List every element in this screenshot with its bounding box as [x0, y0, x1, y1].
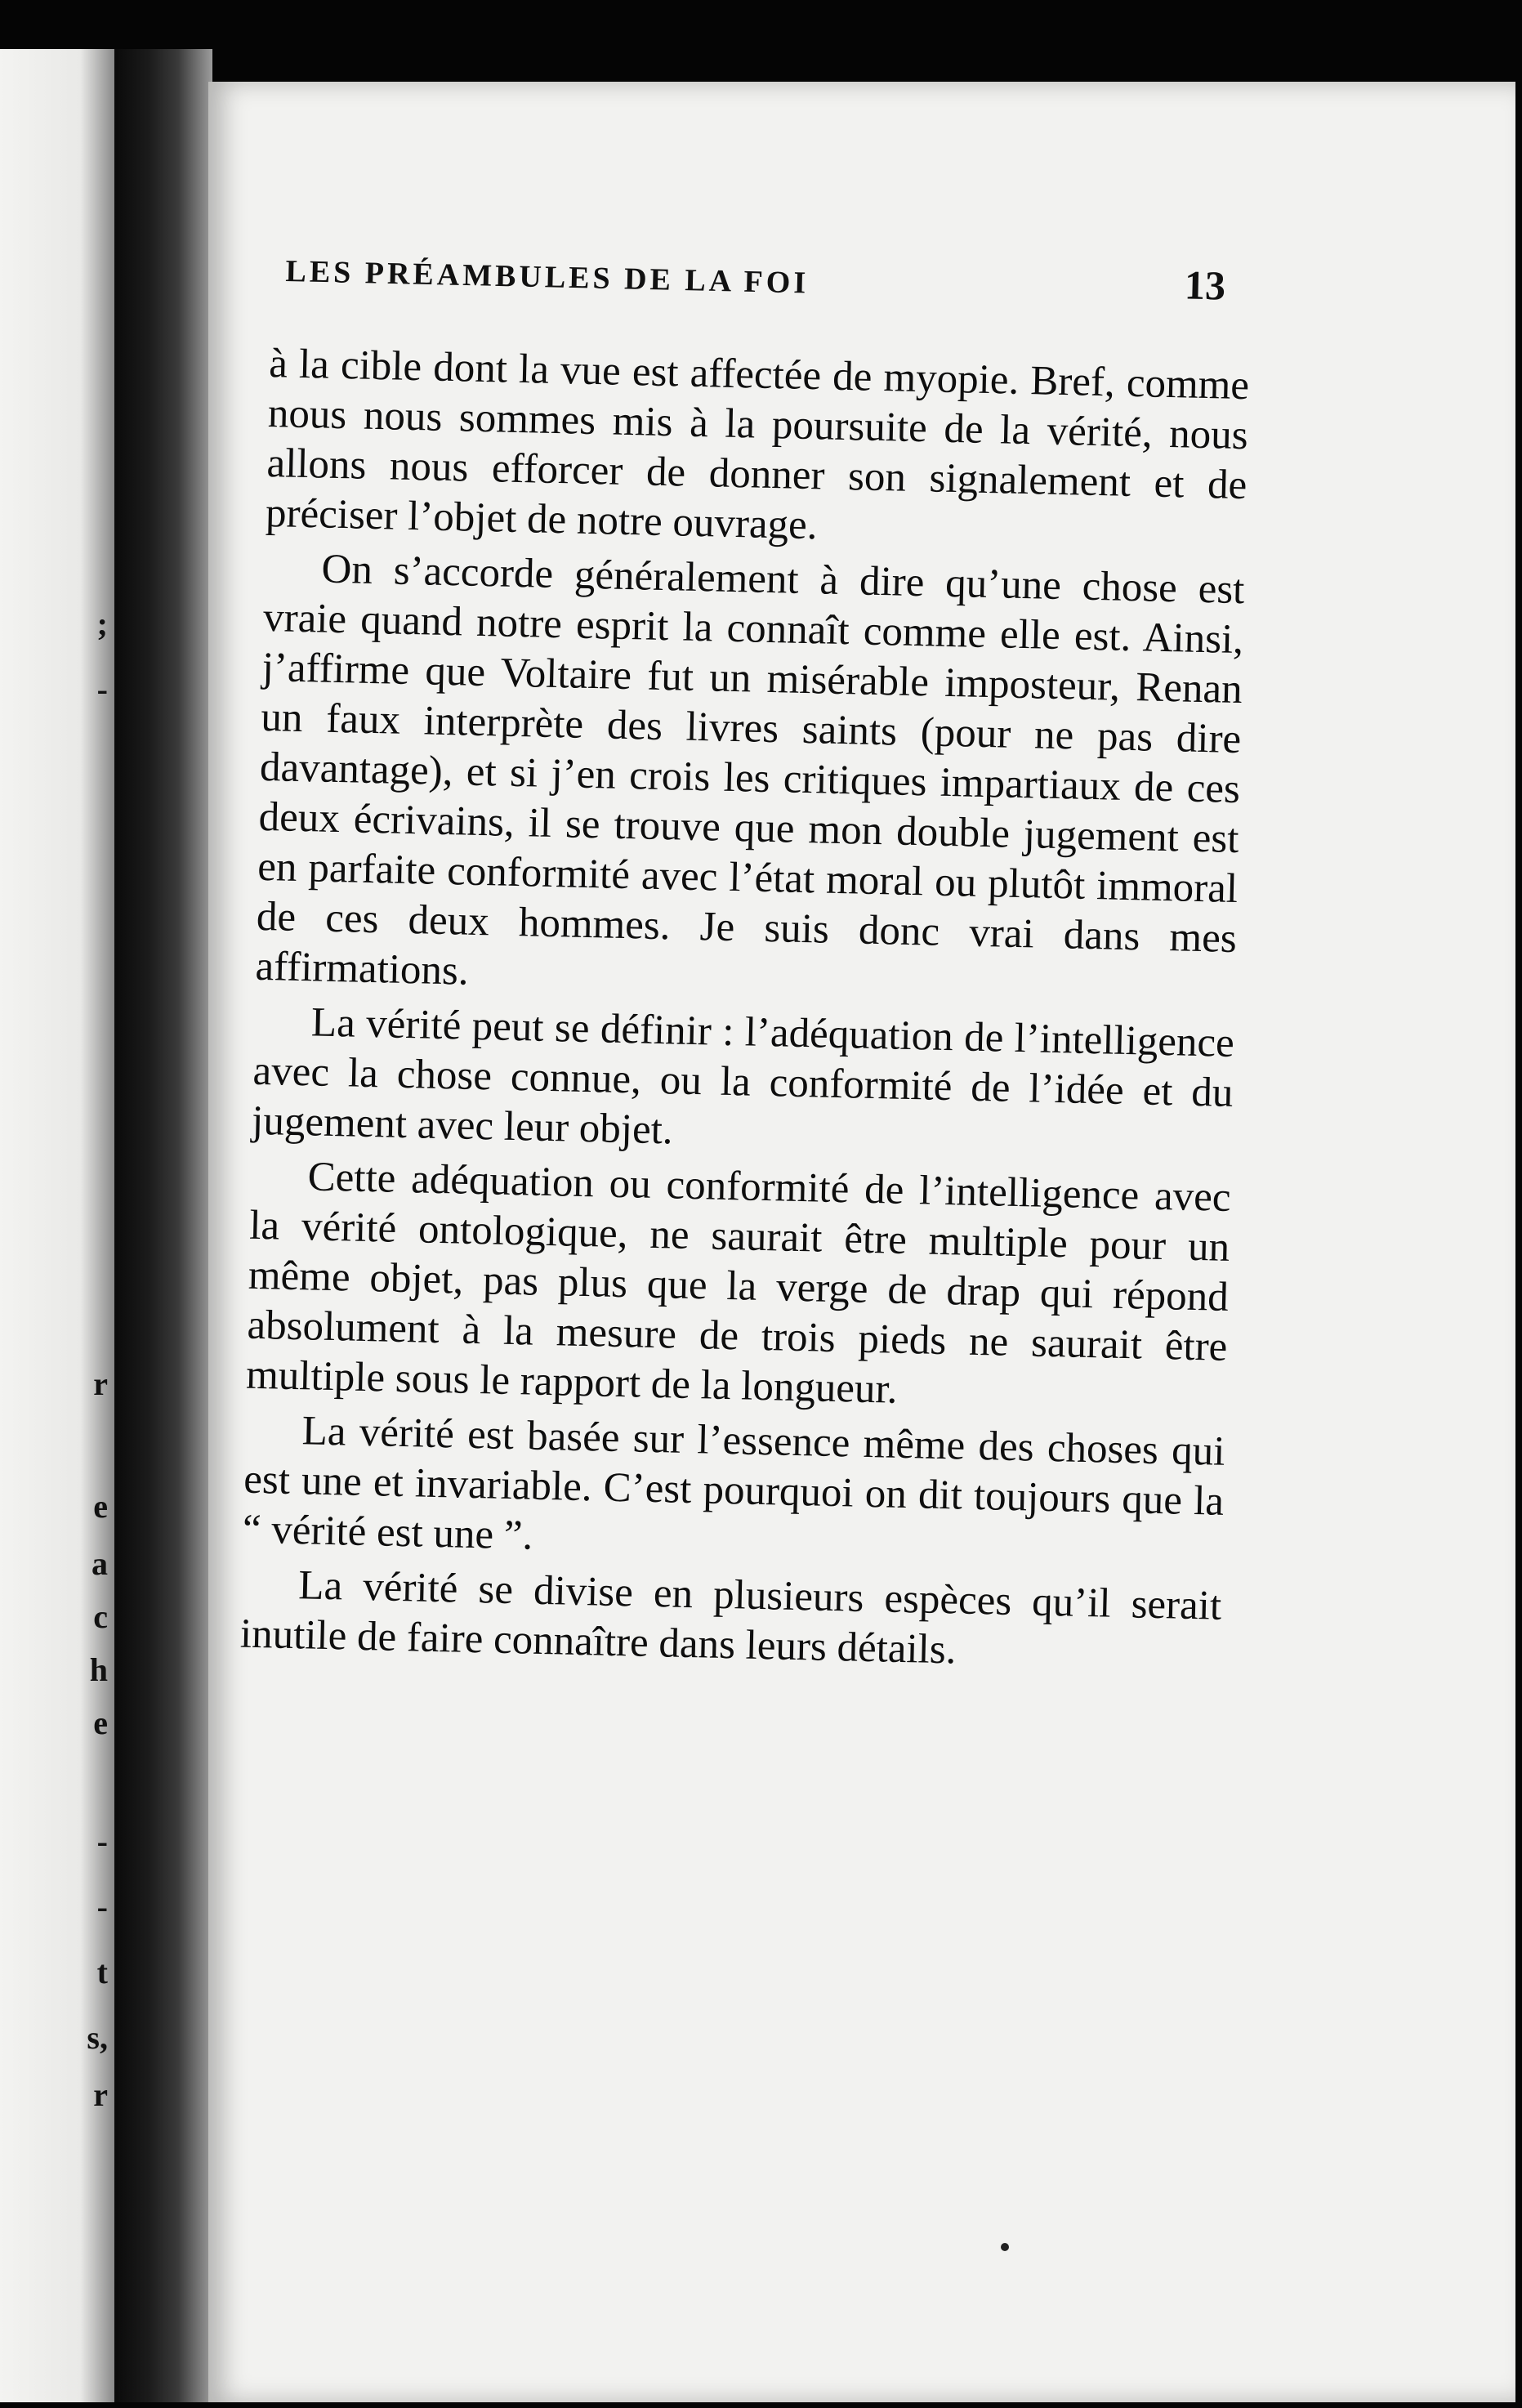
edge-char: - — [96, 671, 108, 708]
edge-char: - — [96, 1888, 108, 1925]
page-number: 13 — [1184, 261, 1226, 309]
running-header — [286, 245, 1299, 310]
book-binding-shadow — [114, 49, 212, 2402]
paragraph: La vérité peut se définir : l’adéquation de l’intelligence avec la chose connue, ou la conformité de l’idée et du jugement avec leur objet. — [251, 999, 1235, 1154]
left-page-edge — [0, 49, 114, 2402]
edge-char: t — [96, 1954, 108, 1990]
edge-char: r — [93, 2076, 108, 2113]
paragraph: La vérité est basée sur l’essence même des choses qui est une et invariable. C’est pourquoi on dit toujours que la “ vérité est une ”. — [242, 1408, 1226, 1559]
ink-speck — [1001, 2243, 1009, 2251]
edge-char: a — [91, 1545, 108, 1582]
paragraph: On s’accorde généralement à dire qu’une chose est vraie quand notre esprit la connaît comme elle est. Ainsi, j’affirme que Voltaire fut un misérable imposteur, Renan un faux interprète des livres saints (pour ne pas dire davantage), et si j’en crois les critiques impartiaux de ces deux écrivains, il se trouve que mon double jugement est en parfaite conformité avec l’état moral ou plutôt immoral de ces deux hommes. Je suis donc vrai dans mes affirmations. — [254, 546, 1245, 994]
edge-char: s, — [87, 2019, 108, 2056]
paragraph: La vérité se divise en plusieurs espèces qu’il serait inutile de faire connaître dans leurs détails. — [239, 1562, 1222, 1673]
paragraph: Cette adéquation ou conformité de l’intelligence avec la vérité ontologique, ne saurait être multiple pour un même objet, pas plus que la verge de drap qui répond absolument à la mesure de trois pieds ne saurait être multiple sous le rapport de la longueur. — [245, 1154, 1232, 1413]
edge-char: c — [93, 1598, 108, 1635]
edge-char: e — [93, 1704, 108, 1741]
paragraph: à la cible dont la vue est affectée de myopie. Bref, comme nous nous sommes mis à la poursuite de la vérité, nous allons nous efforcer de donner son signalement et de préciser l’objet de notre ouvrage. — [265, 340, 1250, 549]
running-title: LES PRÉAMBULES DE LA FOI — [285, 253, 810, 301]
page-body — [239, 339, 1249, 1686]
edge-char: r — [93, 1365, 108, 1402]
edge-char: h — [89, 1651, 108, 1688]
edge-char: ; — [96, 605, 108, 642]
edge-char: e — [93, 1488, 108, 1525]
edge-char: - — [96, 1823, 108, 1860]
